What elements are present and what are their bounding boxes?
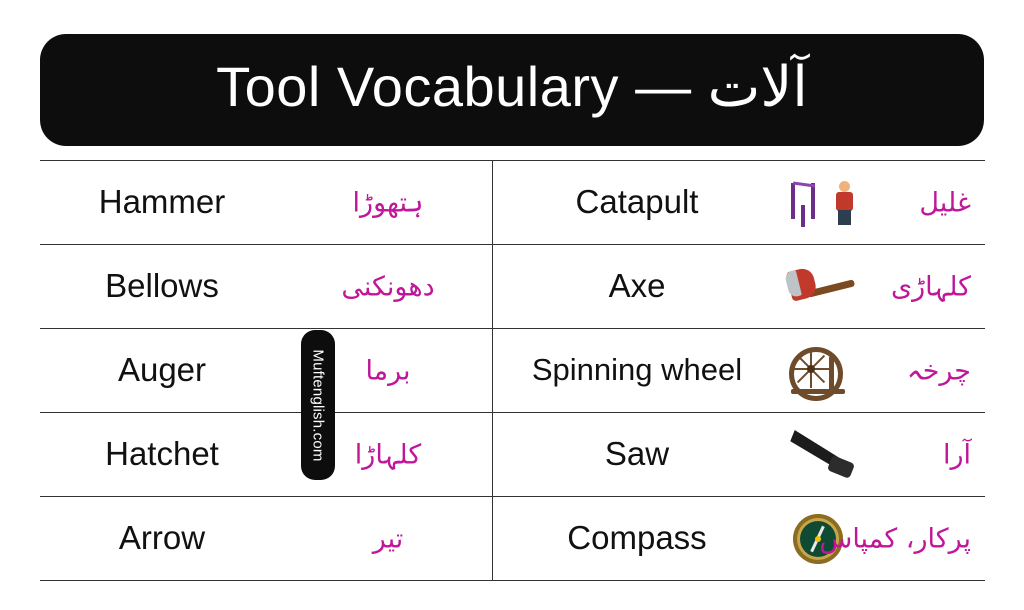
english-term-right: Axe: [608, 267, 666, 305]
urdu-term-left: دھونکنی: [341, 271, 435, 302]
catapult-icon: [785, 175, 859, 231]
urdu-term-left: تیر: [372, 523, 404, 554]
table-row: [40, 413, 985, 497]
urdu-term-left: برما: [365, 355, 411, 386]
english-term-left: Arrow: [118, 519, 206, 557]
urdu-cell-left: [284, 161, 492, 244]
urdu-cell-right: [781, 413, 985, 496]
table-row: [40, 329, 985, 413]
english-term-left: Auger: [117, 351, 207, 389]
urdu-cell-right: [781, 161, 985, 244]
axe-icon: [785, 259, 859, 315]
saw-icon: [785, 427, 859, 483]
watermark-badge: [301, 330, 335, 480]
spinning-wheel-icon: [785, 343, 859, 399]
table-row: [40, 245, 985, 329]
urdu-term-right: غلیل: [919, 187, 971, 218]
english-term-left: Bellows: [105, 267, 219, 305]
urdu-cell-right: [781, 245, 985, 328]
table-row: [40, 497, 985, 581]
urdu-cell-right: [781, 497, 985, 580]
urdu-cell-right: [781, 329, 985, 412]
urdu-term-left: ہتھوڑا: [352, 187, 424, 218]
urdu-term-right: چرخہ: [906, 355, 971, 386]
urdu-term-right: پرکار، کمپاس: [819, 523, 971, 554]
watermark-label: Muftenglish.com: [309, 348, 327, 462]
urdu-term-right: کلہاڑی: [890, 271, 971, 302]
page-title-banner: [40, 34, 984, 146]
page-title: Tool Vocabulary — آلات: [216, 55, 808, 118]
urdu-term-left: کلہاڑا: [354, 439, 422, 470]
english-term-right: Catapult: [575, 183, 699, 221]
english-term-right: Spinning wheel: [531, 352, 743, 388]
english-term-right: Compass: [567, 519, 707, 557]
english-term-right: Saw: [604, 435, 670, 473]
english-term-left: Hammer: [98, 183, 226, 221]
urdu-cell-left: [284, 245, 492, 328]
english-term-left: Hatchet: [105, 435, 219, 473]
urdu-cell-left: [284, 497, 492, 580]
vocabulary-table: [40, 160, 985, 581]
table-row: [40, 161, 985, 245]
urdu-term-right: آرا: [942, 439, 971, 470]
vocabulary-page: [0, 34, 1024, 610]
